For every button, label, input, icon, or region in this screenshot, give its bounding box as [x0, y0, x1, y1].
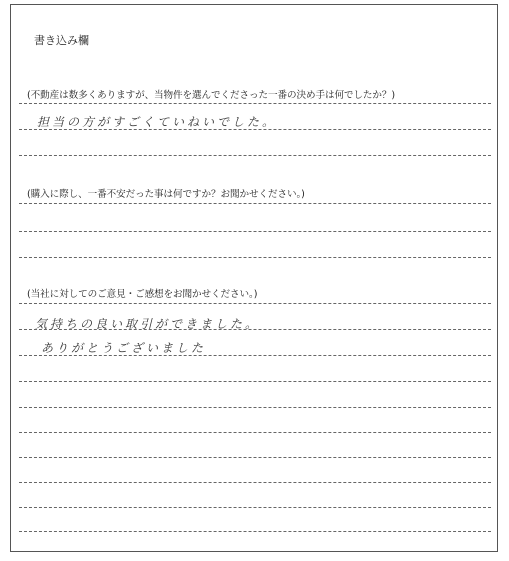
question-3-label: (当社に対してのご意見・ご感想をお聞かせください。) — [27, 289, 258, 300]
answer-3-rule — [19, 457, 491, 458]
answer-2-rule — [19, 231, 491, 232]
question-2-label: (購入に際し、一番不安だった事は何ですか？お聞かせください。) — [27, 189, 305, 200]
comment-sheet — [10, 4, 498, 552]
answer-1-rule — [19, 155, 491, 156]
answer-2-rule — [19, 257, 491, 258]
answer-3-rule — [19, 355, 491, 356]
answer-3-rule — [19, 407, 491, 408]
answer-3-rule — [19, 482, 491, 483]
divider — [19, 303, 491, 304]
answer-3-rule — [19, 432, 491, 433]
question-1-label: (不動産は数多くありますが、当物件を選んでくださった一番の決め手は何でしたか？) — [27, 90, 396, 101]
divider — [19, 203, 491, 204]
answer-3-line-1: 気持ちの良い取引ができました。 — [35, 317, 261, 331]
answer-1-rule — [19, 129, 491, 130]
cropped-footer-text — [0, 553, 509, 561]
divider — [19, 103, 491, 104]
answer-3-line-2: ありがとうございました — [41, 341, 207, 355]
answer-3-rule — [19, 531, 491, 532]
answer-1-line-1: 担当の方がすごくていねいでした。 — [37, 115, 278, 129]
answer-3-rule — [19, 507, 491, 508]
sheet-heading: 書き込み欄 — [34, 34, 89, 47]
answer-3-rule — [19, 381, 491, 382]
answer-3-rule — [19, 329, 491, 330]
